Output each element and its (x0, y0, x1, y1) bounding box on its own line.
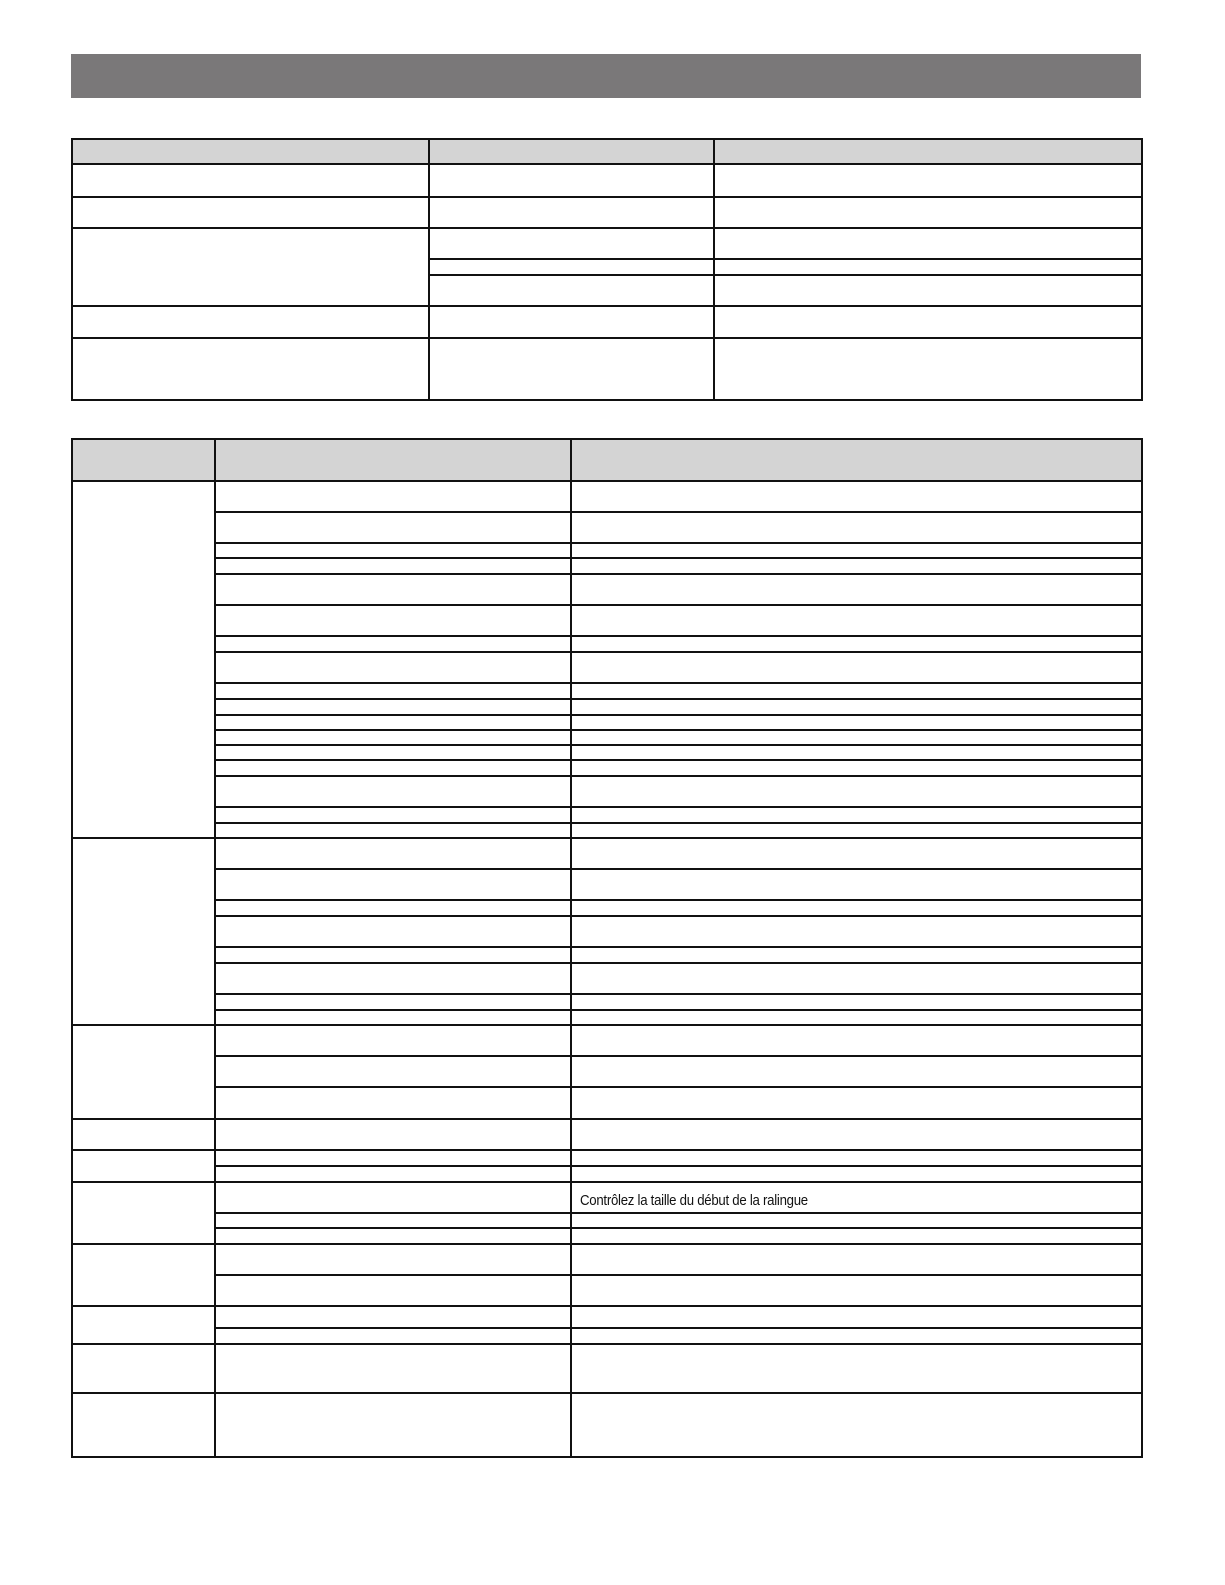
table-row (72, 1275, 1142, 1306)
table-row (72, 197, 1142, 228)
table-cell (215, 699, 571, 715)
problem-table-2 (71, 438, 1143, 1458)
table-row (72, 481, 1142, 512)
group-label-cell (72, 1182, 215, 1244)
table-row (72, 1344, 1142, 1393)
table-row (72, 636, 1142, 652)
table-cell (215, 1228, 571, 1244)
table-cell (571, 1025, 1142, 1056)
table-cell (215, 1166, 571, 1182)
table-header-row (72, 439, 1142, 481)
table-cell (215, 1275, 571, 1306)
table-cell (571, 1393, 1142, 1457)
header-cell-problem (72, 139, 429, 164)
table-cell (215, 543, 571, 558)
table-cell (571, 1182, 1142, 1213)
group-label-cell (72, 1306, 215, 1344)
table-row (72, 947, 1142, 963)
table-cell (571, 900, 1142, 916)
group-label-cell (72, 1119, 215, 1150)
group-label-cell (72, 1344, 215, 1393)
group-label-cell (72, 1244, 215, 1306)
table-cell (571, 558, 1142, 574)
table-cell (571, 947, 1142, 963)
table-row (72, 512, 1142, 543)
table-cell (714, 228, 1142, 259)
table-row (72, 730, 1142, 745)
table-cell (215, 512, 571, 543)
table-row (72, 683, 1142, 699)
table-cell (571, 683, 1142, 699)
table-cell (571, 605, 1142, 636)
table-cell (714, 306, 1142, 338)
table-cell (571, 760, 1142, 776)
table-row (72, 306, 1142, 338)
header-cell-cause (429, 139, 714, 164)
table-row (72, 760, 1142, 776)
table-cell (72, 306, 429, 338)
table-cell (215, 652, 571, 683)
table-row (72, 605, 1142, 636)
table-cell (714, 259, 1142, 275)
table-cell (571, 715, 1142, 730)
table-cell (215, 900, 571, 916)
table-cell (571, 838, 1142, 869)
table-row (72, 807, 1142, 823)
table-cell (571, 776, 1142, 807)
table-cell (571, 1213, 1142, 1228)
table-row (72, 558, 1142, 574)
table-cell (571, 916, 1142, 947)
table-cell (215, 481, 571, 512)
note-text: Contrôlez la taille du début de la ralingue (580, 1192, 808, 1209)
header-cell-solution (714, 139, 1142, 164)
header-cell-symptom (72, 439, 215, 481)
table-cell (571, 823, 1142, 838)
table-cell (215, 869, 571, 900)
table-row (72, 699, 1142, 715)
table-row (72, 1182, 1142, 1213)
table-row (72, 1244, 1142, 1275)
group-label-cell (72, 1025, 215, 1119)
table-cell (571, 636, 1142, 652)
table-cell (429, 164, 714, 197)
table-row (72, 164, 1142, 197)
table-row (72, 994, 1142, 1010)
table-cell (215, 1087, 571, 1119)
table-cell (571, 481, 1142, 512)
table-cell (571, 574, 1142, 605)
table-row (72, 776, 1142, 807)
table-cell (215, 1119, 571, 1150)
table-cell (429, 228, 714, 259)
table-cell (571, 1306, 1142, 1328)
table-cell (215, 605, 571, 636)
table-cell (215, 994, 571, 1010)
table-row (72, 1056, 1142, 1087)
table-cell (571, 1119, 1142, 1150)
table-cell (714, 338, 1142, 400)
table-cell (571, 869, 1142, 900)
table-row (72, 715, 1142, 730)
table-row (72, 652, 1142, 683)
table-cell (215, 1056, 571, 1087)
table-cell (215, 730, 571, 745)
table-cell (571, 1166, 1142, 1182)
table-cell (429, 338, 714, 400)
table-row (72, 574, 1142, 605)
table-cell (215, 1393, 571, 1457)
table-cell (215, 1010, 571, 1025)
table-cell (571, 745, 1142, 760)
group-label-cell (72, 481, 215, 838)
table-row (72, 1328, 1142, 1344)
table-cell (571, 1150, 1142, 1166)
table-cell (72, 164, 429, 197)
table-cell (215, 963, 571, 994)
table-row (72, 900, 1142, 916)
header-cell-remedy (571, 439, 1142, 481)
table-cell (429, 197, 714, 228)
table-cell (571, 543, 1142, 558)
table-cell (571, 512, 1142, 543)
table-row (72, 838, 1142, 869)
table-cell (72, 228, 429, 306)
table-cell (215, 745, 571, 760)
table-row (72, 869, 1142, 900)
table-row (72, 823, 1142, 838)
table-cell (72, 338, 429, 400)
table-cell (571, 807, 1142, 823)
table-row (72, 1087, 1142, 1119)
table-row (72, 1010, 1142, 1025)
table-cell (215, 947, 571, 963)
table-row (72, 1150, 1142, 1166)
section-title-bar (71, 54, 1141, 98)
table-cell (215, 1182, 571, 1213)
table-row (72, 916, 1142, 947)
table-cell (72, 197, 429, 228)
table-row (72, 1119, 1142, 1150)
table-cell (215, 683, 571, 699)
table-cell (215, 823, 571, 838)
table-cell (215, 1150, 571, 1166)
table-row (72, 338, 1142, 400)
table-cell (215, 1213, 571, 1228)
table-row (72, 1306, 1142, 1328)
table-cell (571, 699, 1142, 715)
table-row (72, 1393, 1142, 1457)
table-row (72, 1025, 1142, 1056)
table-cell (215, 760, 571, 776)
table-cell (571, 1344, 1142, 1393)
table-cell (215, 1244, 571, 1275)
table-cell (571, 963, 1142, 994)
table-cell (571, 1056, 1142, 1087)
header-cell-cause (215, 439, 571, 481)
table-row (72, 1213, 1142, 1228)
table-cell (215, 1344, 571, 1393)
table-cell (215, 916, 571, 947)
table-cell (215, 574, 571, 605)
table-cell (215, 838, 571, 869)
table-cell (571, 1244, 1142, 1275)
table-cell (215, 1328, 571, 1344)
table-cell (215, 636, 571, 652)
table-cell (215, 558, 571, 574)
table-cell (429, 306, 714, 338)
group-label-cell (72, 1393, 215, 1457)
group-label-cell (72, 1150, 215, 1182)
table-cell (714, 164, 1142, 197)
table-cell (714, 275, 1142, 306)
group-label-cell (72, 838, 215, 1025)
table-cell (571, 1010, 1142, 1025)
table-row (72, 1166, 1142, 1182)
table-cell (571, 652, 1142, 683)
table-cell (571, 1275, 1142, 1306)
table-header-row (72, 139, 1142, 164)
table-row (72, 228, 1142, 259)
table-cell (571, 1228, 1142, 1244)
table-cell (215, 807, 571, 823)
table-row (72, 1228, 1142, 1244)
table-cell (215, 715, 571, 730)
table-cell (215, 1025, 571, 1056)
table-cell (215, 776, 571, 807)
table-cell (571, 730, 1142, 745)
table-cell (571, 1328, 1142, 1344)
table-cell (714, 197, 1142, 228)
table-cell (571, 1087, 1142, 1119)
table-row (72, 963, 1142, 994)
problem-table-1 (71, 138, 1143, 401)
table-row (72, 745, 1142, 760)
table-cell (571, 994, 1142, 1010)
table-cell (429, 259, 714, 275)
table-cell (215, 1306, 571, 1328)
table-row (72, 543, 1142, 558)
table-cell (429, 275, 714, 306)
